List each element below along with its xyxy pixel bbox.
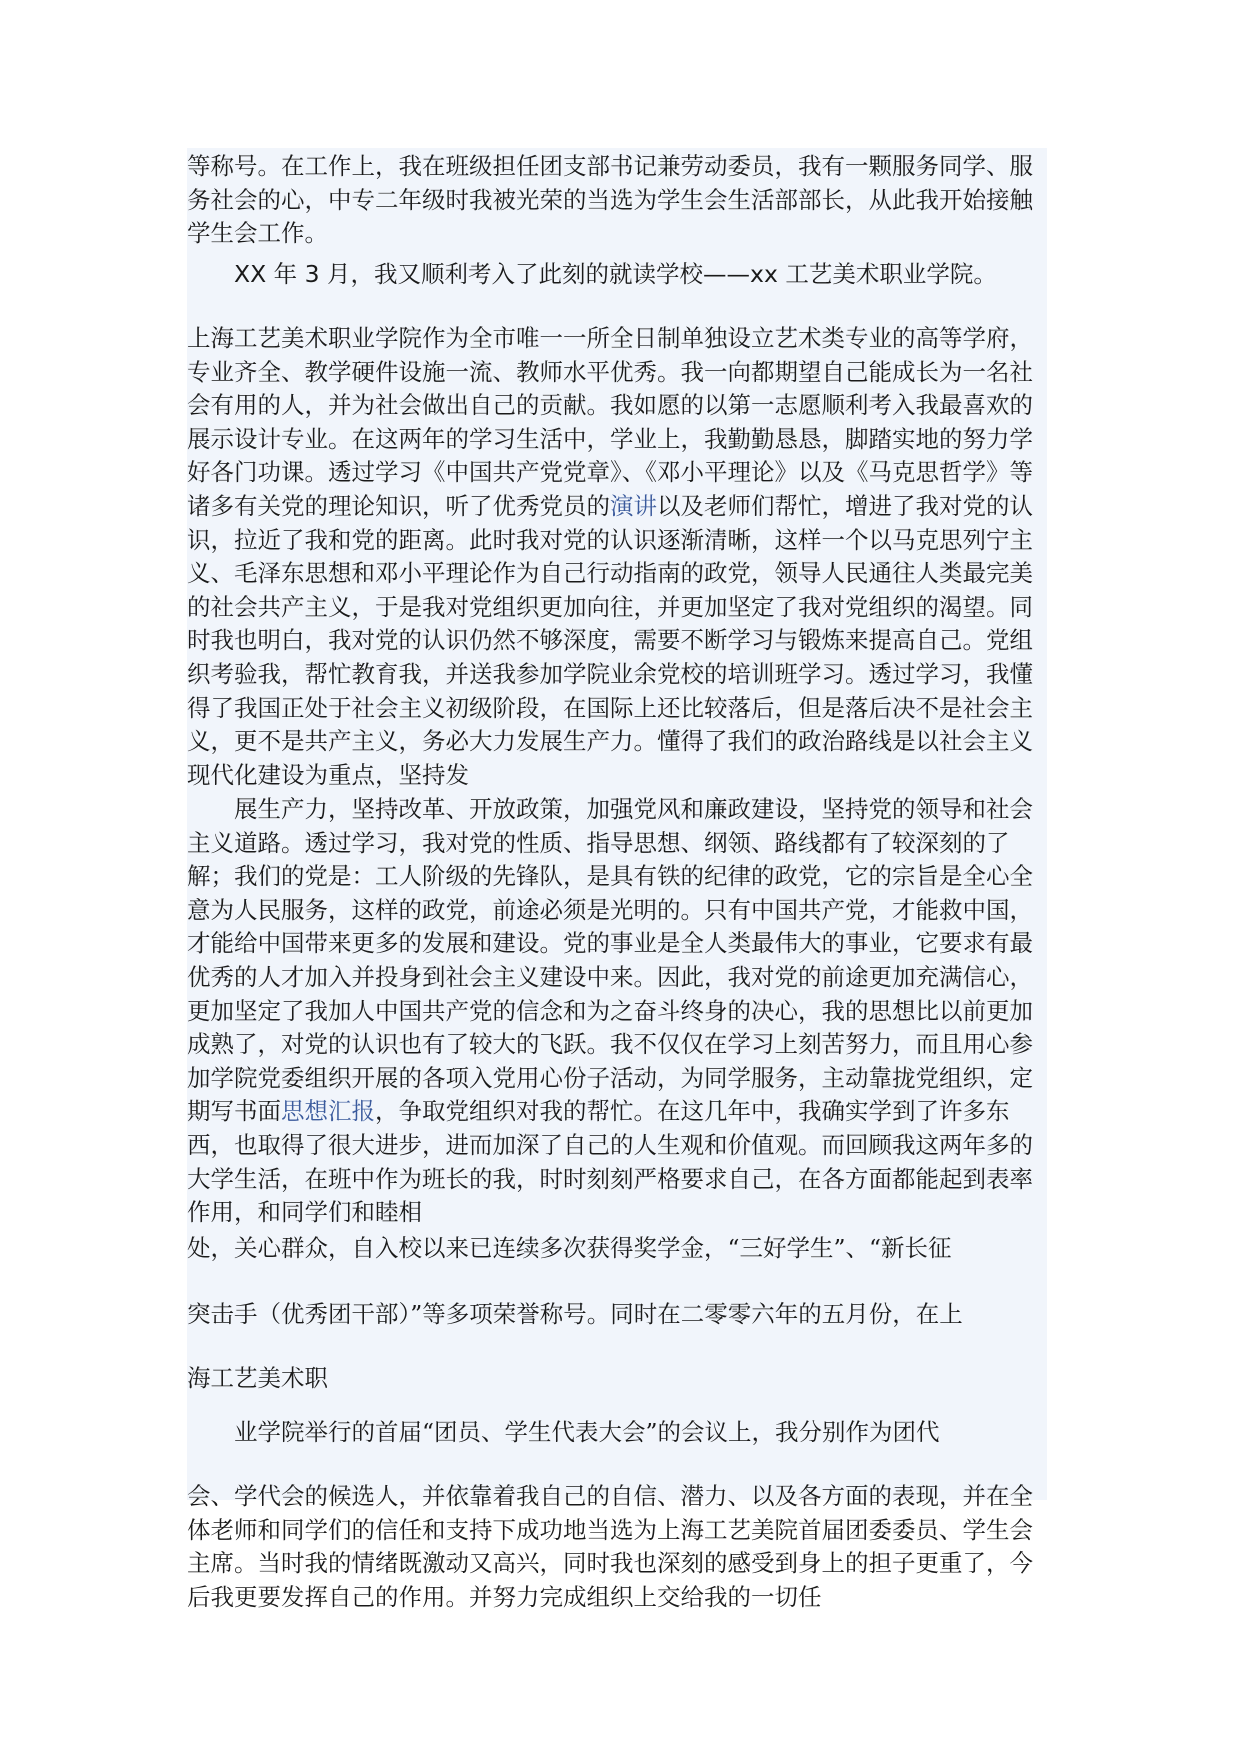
speech-link[interactable]: 演讲 (610, 491, 657, 520)
paragraph-7: 会、学代会的候选人，并依靠着我自己的自信、潜力、以及各方面的表现，并在全体老师和同学们的信任和支持下成功地当选为上海工艺美院首届团委委员、学生会主席。当时我的情绪既激动又高兴，同时我也深刻的感受到身上的担子更重了，今后我更要发挥自己的作用。并努力完成组织上交给我的一切任 (187, 1482, 1033, 1611)
thought-report-link[interactable]: 思想汇报 (281, 1097, 375, 1126)
paragraph-1: 等称号。在工作上，我在班级担任团支部书记兼劳动委员，我有一颗服务同学、服务社会的心，中专二年级时我被光荣的当选为学生会生活部部长，从此我开始接触学生会工作。 (187, 152, 1033, 248)
paragraph-2: XX 年 3 月，我又顺利考入了此刻的就读学校——xx 工艺美术职业学院。 (234, 260, 997, 288)
paragraph-4-text-b: ，争取党组织对我的帮忙。在这几年中，我确实学到了许多东西，也取得了很大进步，进而加深了自己的人生观和价值观。而回顾我这两年多的大学生活，在班中作为班长的我，时时刻刻严格要求自己，在各方面都能起到表率作用，和同学们和睦相 (187, 1097, 1033, 1227)
paragraph-3-text-a: 上海工艺美术职业学院作为全市唯一一所全日制单独设立艺术类专业的高等学府，专业齐全、教学硬件设施一流、教师水平优秀。我一向都期望自己能成长为一名社会有用的人，并为社会做出自己的贡献。我如愿的以第一志愿顺利考入我最喜欢的展示设计专业。在这两年的学习生活中，学业上，我勤勤恳恳，脚踏实地的努力学好各门功课。透过学习《中国共产党党章》、《邓小平理论》以及《马克思哲学》等诸多有关党的理论知识，听了优秀党员的 (187, 324, 1033, 520)
paragraph-5-line-2: 突击手（优秀团干部）”等多项荣誉称号。同时在二零零六年的五月份，在上 (187, 1300, 963, 1328)
paragraph-6: 业学院举行的首届“团员、学生代表大会”的会议上，我分别作为团代 (234, 1418, 940, 1446)
paragraph-4-text-a: 展生产力，坚持改革、开放政策，加强党风和廉政建设，坚持党的领导和社会主义道路。透过学习，我对党的性质、指导思想、纲领、路线都有了较深刻的了解；我们的党是：工人阶级的先锋队，是具有铁的纪律的政党，它的宗旨是全心全意为人民服务，这样的政党，前途必须是光明的。只有中国共产党，才能救中国，才能给中国带来更多的发展和建设。党的事业是全人类最伟大的事业，它要求有最优秀的人才加入并投身到社会主义建设中来。因此，我对党的前途更加充满信心，更加坚定了我加人中国共产党的信念和为之奋斗终身的决心，我的思想比以前更加成熟了，对党的认识也有了较大的飞跃。我不仅仅在学习上刻苦努力，而且用心参加学院党委组织开展的各项入党用心份子活动，为同学服务，主动靠拢党组织，定期写书面 (187, 795, 1033, 1126)
paragraph-5-line-3: 海工艺美术职 (187, 1364, 328, 1392)
paragraph-5-line-1: 处，关心群众，自入校以来已连续多次获得奖学金，“三好学生”、“新长征 (187, 1234, 952, 1262)
paragraph-4 (187, 793, 1047, 1230)
paragraph-3 (187, 322, 1047, 792)
paragraph-3-text-b: 以及老师们帮忙，增进了我对党的认识，拉近了我和党的距离。此时我对党的认识逐渐清晰，这样一个以马克思列宁主义、毛泽东思想和邓小平理论作为自己行动指南的政党，领导人民通往人类最完美的社会共产主义，于是我对党组织更加向往，并更加坚定了我对党组织的渴望。同时我也明白，我对党的认识仍然不够深度，需要不断学习与锻炼来提高自己。党组织考验我，帮忙教育我，并送我参加学院业余党校的培训班学习。透过学习，我懂得了我国正处于社会主义初级阶段，在国际上还比较落后，但是落后决不是社会主义，更不是共产主义，务必大力发展生产力。懂得了我们的政治路线是以社会主义现代化建设为重点，坚持发 (187, 491, 1033, 789)
